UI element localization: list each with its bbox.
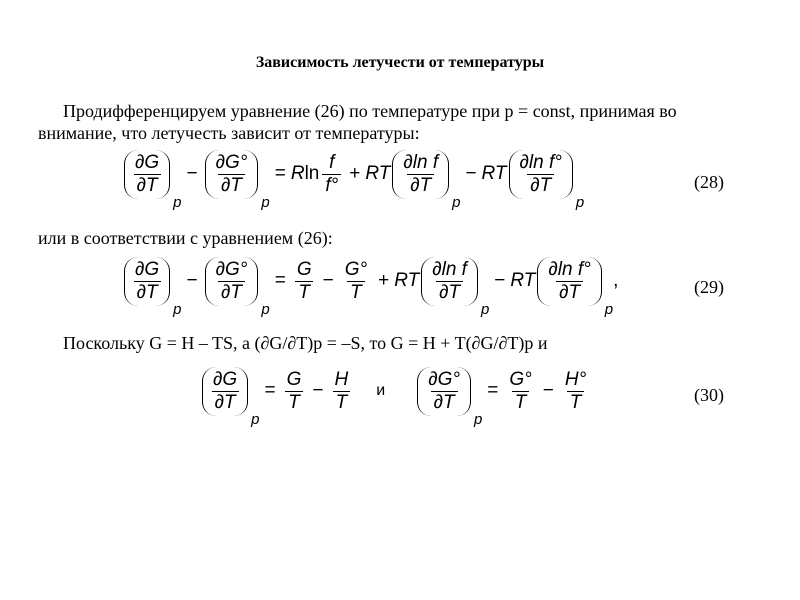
equation-29: $\frac{\partial G}{\partial T}$ p − $\frac{\partial G^\circ}{\partial T}$ p = $\frac{G}{T}$ − $\frac{G^\circ}{T}$ + RT $\frac{\text{∂ln f}}{\partial T}$ p − RT $\frac{\text{∂ln f°}}{\partial T}$ p , <box>122 257 618 306</box>
equation-number-28: (28) <box>694 172 724 192</box>
slide-title: Зависимость летучести от температуры <box>255 54 545 71</box>
text-since: Поскольку G = H – TS, а (∂G/∂T)p = –S, то G = H + T(∂G/∂T)p и <box>63 333 548 353</box>
equation-number-30: (30) <box>694 385 724 405</box>
paren-dG0-dT: $\frac{\partial G^\circ}{\partial T}$ <box>205 150 259 199</box>
equation-number-29: (29) <box>694 277 724 297</box>
paragraph-line-2: внимание, что летучесть зависит от температуры: <box>38 123 420 143</box>
text-or-according: или в соответствии с уравнением (26): <box>38 228 333 248</box>
equation-30: $\frac{\partial G}{\partial T}$ p = $\frac{G}{T}$ − $\frac{H}{T}$ и $\frac{\partial G^\circ}{\partial T}$ p = $\frac{G^\circ}{T}$ − $\frac{H^\circ}{T}$ <box>200 367 592 416</box>
paren-dG-dT: $\frac{\partial G}{\partial T}$ <box>124 150 170 199</box>
paragraph-line-1: Продифференцируем уравнение (26) по температуре при p = const, принимая во <box>63 101 677 121</box>
conjunction-and: и <box>376 382 386 400</box>
equation-28: $\frac{\partial G}{\partial T}$ p − $\frac{\partial G^\circ}{\partial T}$ p = R ln $\frac{f}{f^\circ}$ + RT $\frac{\text{∂ln f}}{\partial T}$ p − RT $\frac{\text{∂ln f°}}{\partial T}$ p <box>122 150 584 199</box>
